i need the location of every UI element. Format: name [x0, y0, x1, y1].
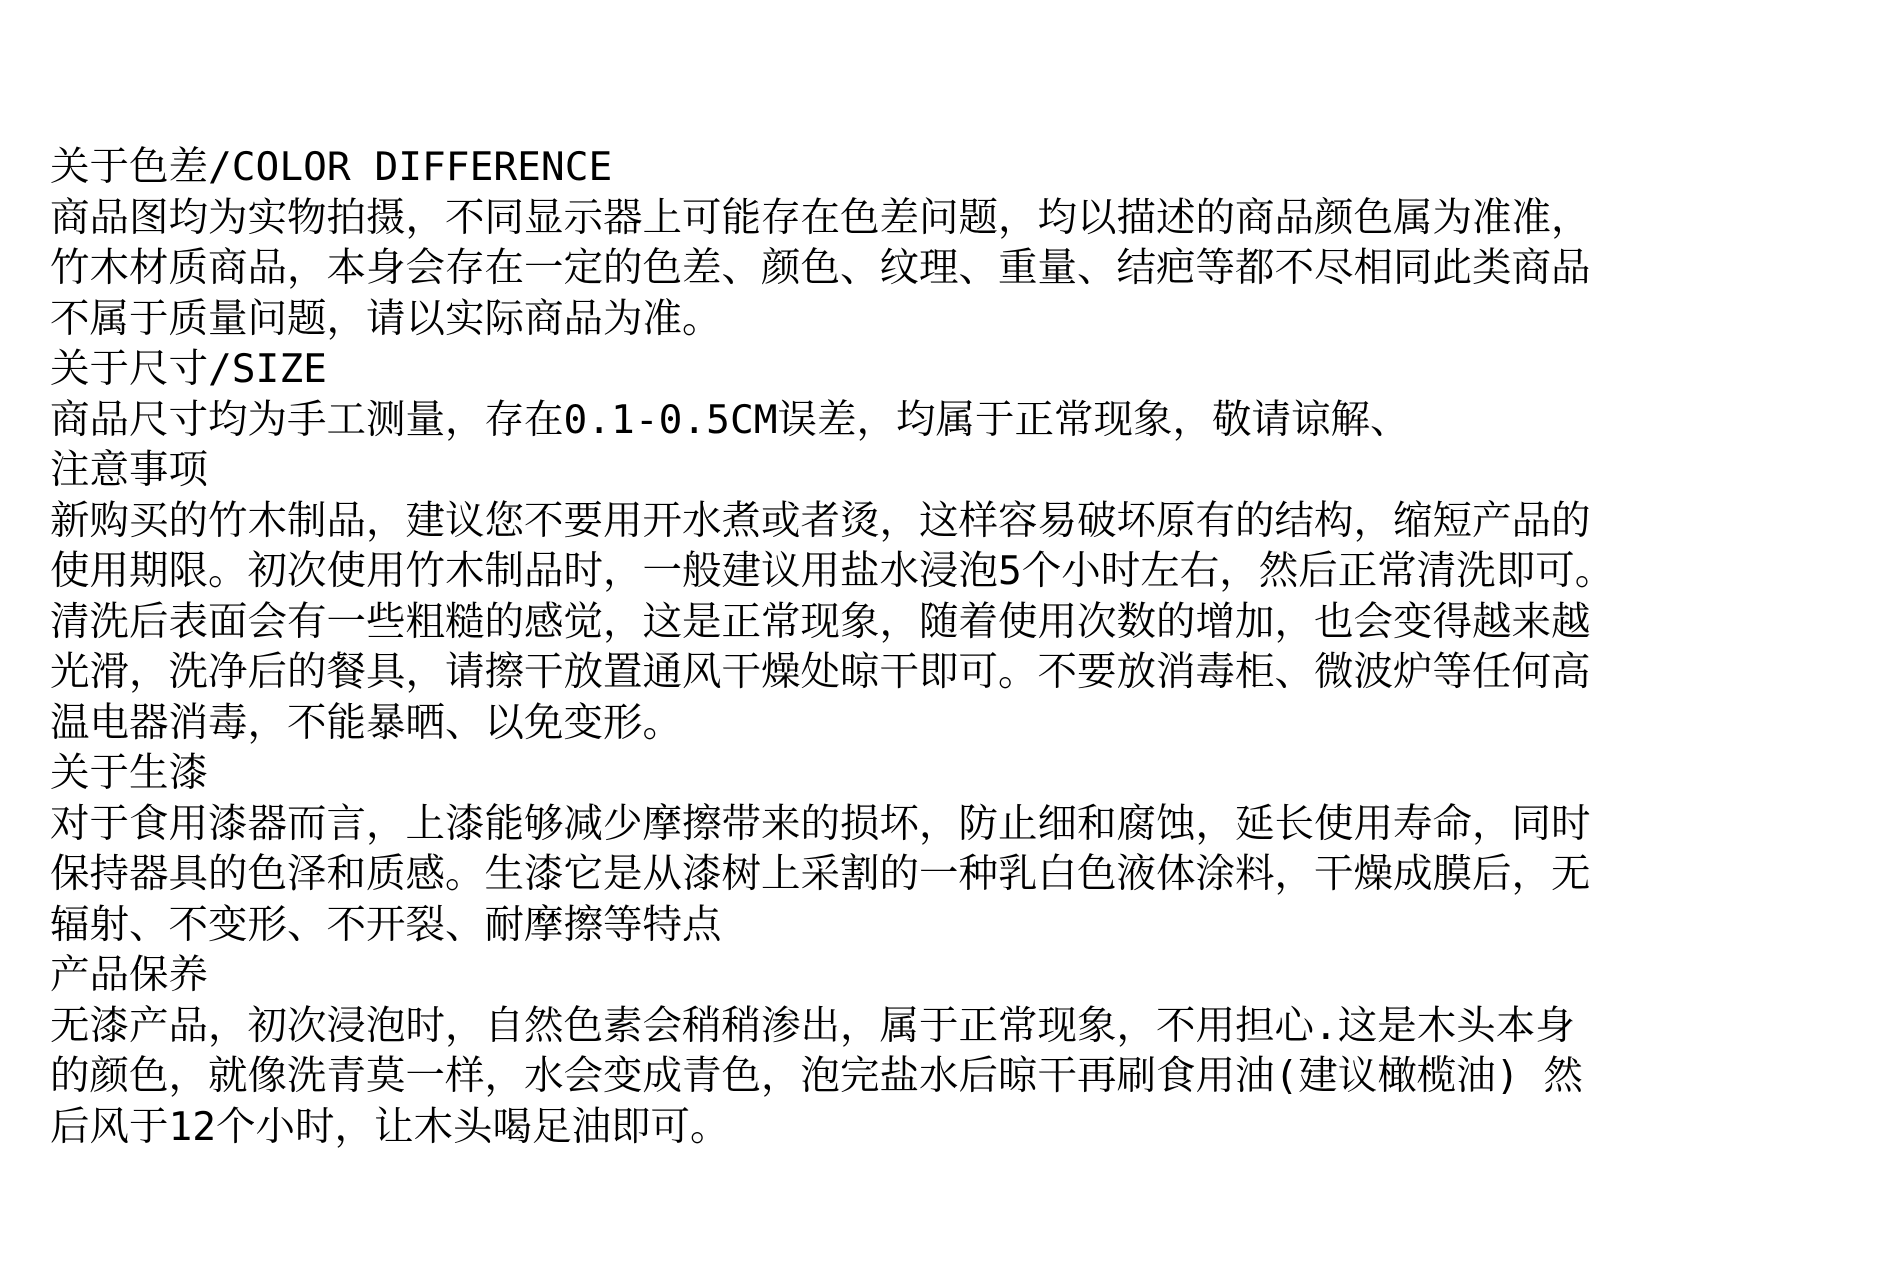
- paragraph-line: 商品图均为实物拍摄，不同显示器上可能存在色差问题，均以描述的商品颜色属为准准，: [50, 194, 1591, 241]
- heading-color-difference: 关于色差/COLOR DIFFERENCE: [50, 144, 613, 190]
- paragraph-line: 温电器消毒，不能暴晒、以免变形。: [50, 699, 682, 746]
- paragraph-line: 后风于12个小时，让木头喝足油即可。: [50, 1103, 730, 1150]
- paragraph-line: 对于食用漆器而言，上漆能够减少摩擦带来的损坏，防止细和腐蚀，延长使用寿命，同时: [50, 800, 1591, 847]
- paragraph-line: 使用期限。初次使用竹木制品时，一般建议用盐水浸泡5个小时左右，然后正常清洗即可。: [50, 548, 1615, 594]
- paragraph-line: 的颜色，就像洗青莫一样，水会变成青色，泡完盐水后晾干再刷食用油(建议橄榄油) 然: [50, 1053, 1583, 1099]
- paragraph-line: 辐射、不变形、不开裂、耐摩擦等特点: [50, 901, 722, 948]
- paragraph-line: 无漆产品，初次浸泡时，自然色素会稍稍渗出，属于正常现象，不用担心.这是木头本身: [50, 1002, 1575, 1049]
- paragraph-line: 光滑，洗净后的餐具，请擦干放置通风干燥处晾干即可。不要放消毒柜、微波炉等任何高: [50, 649, 1591, 695]
- heading-raw-lacquer: 关于生漆: [50, 750, 208, 796]
- paragraph-line: 保持器具的色泽和质感。生漆它是从漆树上采割的一种乳白色液体涂料，干燥成膜后，无: [50, 851, 1591, 897]
- paragraph-line: 商品尺寸均为手工测量，存在0.1-0.5CM误差，均属于正常现象，敬请谅解、: [50, 396, 1410, 443]
- product-notice-text: [50, 142, 1850, 1152]
- paragraph-line: 新购买的竹木制品，建议您不要用开水煮或者烫，这样容易破坏原有的结构，缩短产品的: [50, 497, 1591, 544]
- paragraph-line: 竹木材质商品，本身会存在一定的色差、颜色、纹理、重量、结疤等都不尽相同此类商品: [50, 245, 1591, 291]
- paragraph-line: 清洗后表面会有一些粗糙的感觉，这是正常现象，随着使用次数的增加，也会变得越来越: [50, 598, 1591, 645]
- heading-size: 关于尺寸/SIZE: [50, 346, 327, 392]
- heading-product-care: 产品保养: [50, 952, 208, 998]
- paragraph-line: 不属于质量问题，请以实际商品为准。: [50, 295, 722, 342]
- heading-precautions: 注意事项: [50, 447, 208, 493]
